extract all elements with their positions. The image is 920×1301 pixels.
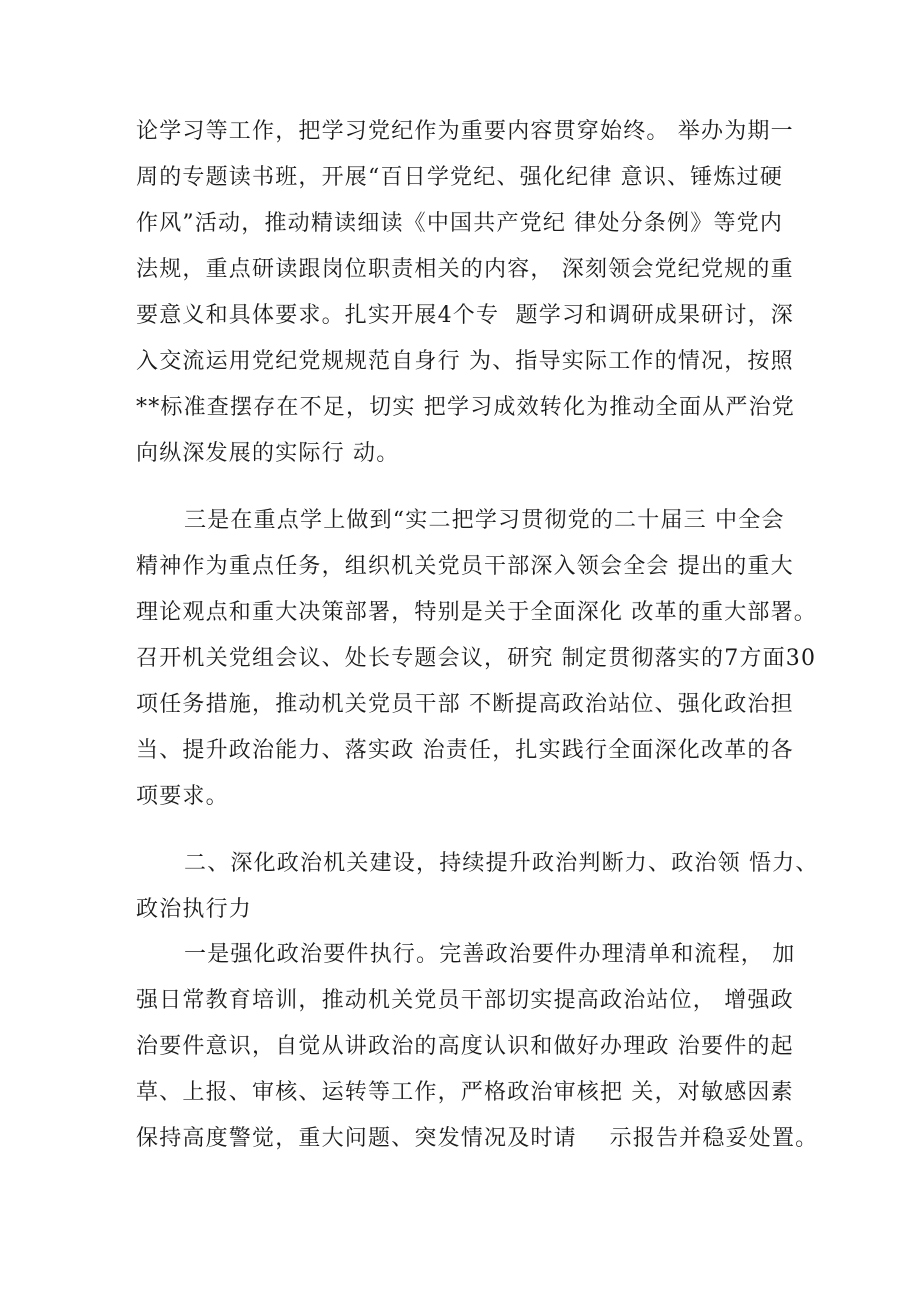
section-heading-line-1: 二、深化政治机关建设，持续提升政治判断力、政治领 悟力、 [184, 851, 819, 876]
paragraph-1-line-8: 向纵深发展的实际行 动。 [136, 441, 400, 466]
paragraph-4-line-3: 治要件意识，自觉从讲政治的高度认识和做好办理政 治要件的起 [136, 1034, 794, 1059]
paragraph-1-line-7: **标准查摆存在不足，切实 把学习成效转化为推动全面从严治党 [136, 395, 795, 420]
paragraph-2-line-7: 项要求。 [136, 784, 229, 809]
section-heading-line-2: 政治执行力 [136, 897, 253, 922]
paragraph-1-line-2: 周的专题读书班，开展“百日学党纪、强化纪律 意识、锤炼过硬 [136, 165, 784, 190]
paragraph-4-line-1: 一是强化政治要件执行。完善政治要件办理清单和流程， 加 [184, 942, 796, 967]
paragraph-1-line-5: 要意义和具体要求。扎实开展4个专 题学习和调研成果研讨，深 [136, 303, 794, 328]
paragraph-2-line-3: 理论观点和重大决策部署，特别是关于全面深化 改革的重大部署。 [136, 600, 817, 625]
paragraph-1-line-3: 作风”活动，推动精读细读《中国共产党纪 律处分条例》等党内 [136, 211, 784, 236]
paragraph-2-line-2: 精神作为重点任务，组织机关党员干部深入领会全会 提出的重大 [136, 554, 794, 579]
paragraph-4-line-5: 保持高度警觉，重大问题、突发情况及时请 示报告并稳妥处置。 [136, 1126, 819, 1151]
paragraph-1-line-6: 入交流运用党纪党规规范自身行 为、指导实际工作的情况，按照 [136, 349, 794, 374]
paragraph-1-line-4: 法规，重点研读跟岗位职责相关的内容， 深刻领会党纪党规的重 [136, 257, 794, 282]
paragraph-4-line-2: 强日常教育培训，推动机关党员干部切实提高政治站位， 增强政 [136, 988, 794, 1013]
paragraph-1-line-1: 论学习等工作，把学习党纪作为重要内容贯穿始终。 举办为期一 [136, 119, 794, 144]
paragraph-2-line-1: 三是在重点学上做到“实二把学习贯彻党的二十届三 中全会 [184, 508, 785, 533]
paragraph-2-line-6: 当、提升政治能力、落实政 治责任，扎实践行全面深化改革的各 [136, 738, 794, 763]
paragraph-2-line-4: 召开机关党组会议、处长专题会议，研究 制定贯彻落实的7方面30 [136, 646, 817, 671]
paragraph-2-line-5: 项任务措施，推动机关党员干部 不断提高政治站位、强化政治担 [136, 692, 794, 717]
paragraph-4-line-4: 草、上报、审核、运转等工作，严格政治审核把 关，对敏感因素 [136, 1080, 794, 1105]
